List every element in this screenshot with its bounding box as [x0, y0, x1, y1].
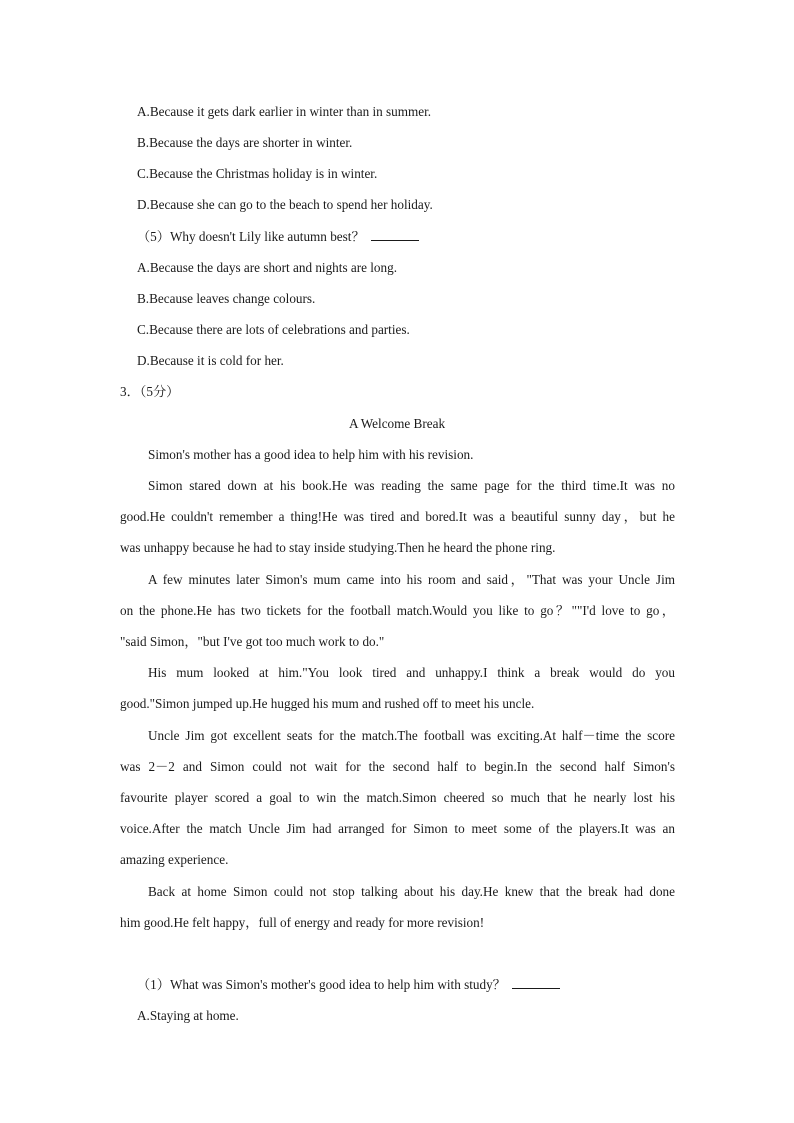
q5-option-d: D.Because it is cold for her. [137, 353, 284, 368]
q5-option-c: C.Because there are lots of celebrations and parties. [137, 322, 410, 337]
q4-option-d: D.Because she can go to the beach to spend her holiday. [137, 197, 433, 212]
passage-line: A few minutes later Simon's mum came into his room and said，"That was your Uncle Jim [148, 572, 675, 587]
q4-option-b: B.Because the days are shorter in winter. [137, 135, 353, 150]
s3-q1-question [137, 976, 560, 994]
passage-line: Simon's mother has a good idea to help him with his revision. [148, 447, 474, 462]
passage-line: him good.He felt happy，full of energy and ready for more revision! [120, 915, 485, 930]
passage-line: "said Simon，"but I've got too much work to do." [120, 634, 385, 649]
passage-line: His mum looked at him."You look tired and unhappy.I think a break would do you [148, 665, 675, 680]
passage-line: was unhappy because he had to stay inside studying.Then he heard the phone ring. [120, 540, 556, 555]
passage-line: on the phone.He has two tickets for the football match.Would you like to go？""I'd love to go， [120, 603, 675, 618]
passage-line: was 2－2 and Simon could not wait for the second half to begin.In the second half Simon's [120, 759, 675, 774]
passage-line: Simon stared down at his book.He was reading the same page for the third time.It was no [148, 478, 675, 493]
q5-answer-blank [371, 228, 419, 241]
passage-line: good.He couldn't remember a thing!He was tired and bored.It was a beautiful sunny day，but he [120, 509, 675, 524]
q5-question [137, 228, 419, 246]
s3-q1-option-a: A.Staying at home. [137, 1008, 239, 1023]
passage-line: voice.After the match Uncle Jim had arranged for Simon to meet some of the players.It was an [120, 821, 675, 836]
passage-line: favourite player scored a goal to win the match.Simon cheered so much that he nearly lost his [120, 790, 675, 805]
q5-option-b: B.Because leaves change colours. [137, 291, 316, 306]
passage-line: Back at home Simon could not stop talking about his day.He knew that the break had done [148, 884, 675, 899]
passage-line: good."Simon jumped up.He hugged his mum and rushed off to meet his uncle. [120, 696, 535, 711]
q4-option-a: A.Because it gets dark earlier in winter than in summer. [137, 104, 432, 119]
q5-stem: （5）Why doesn't Lily like autumn best？ [137, 229, 365, 244]
passage-line: amazing experience. [120, 852, 229, 867]
section-3-heading: 3．（5分） [120, 384, 180, 399]
passage-line: Uncle Jim got excellent seats for the match.The football was exciting.At half－time the score [148, 728, 675, 743]
s3-q1-stem: （1）What was Simon's mother's good idea to help him with study？ [137, 977, 506, 992]
q4-option-c: C.Because the Christmas holiday is in winter. [137, 166, 378, 181]
s3-q1-answer-blank [512, 976, 560, 989]
q5-option-a: A.Because the days are short and nights are long. [137, 260, 398, 275]
passage-title: A Welcome Break [348, 416, 446, 431]
